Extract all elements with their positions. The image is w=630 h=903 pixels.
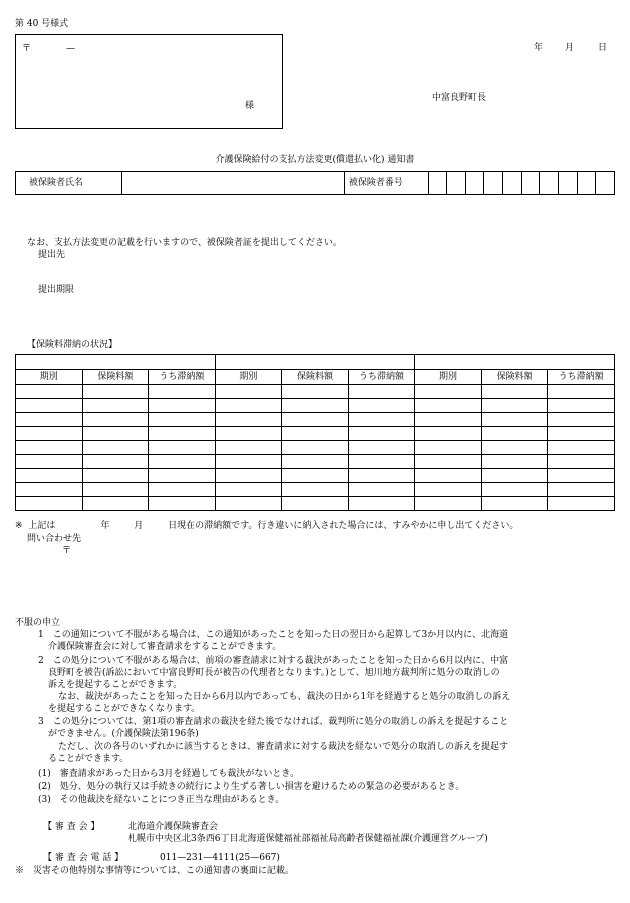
insured-table	[15, 171, 615, 195]
arrears-col-header: うち滞納額	[548, 370, 615, 385]
insured-name-cell	[122, 172, 345, 195]
arrears-cell	[149, 385, 216, 399]
postal-dash: —	[66, 44, 75, 54]
arrears-cell	[282, 427, 349, 441]
arrears-cell	[548, 441, 615, 455]
objection-p2c: 訴えを提起することができます。	[48, 680, 183, 690]
date-day: 日	[598, 43, 608, 53]
arrears-cell	[348, 441, 415, 455]
objection-item-3: (3) その他裁決を経ないことにつき正当な理由があるとき。	[38, 795, 285, 805]
arrears-cell	[415, 497, 482, 511]
inquiry-label: 問い合わせ先	[27, 534, 82, 544]
arrears-cell	[149, 455, 216, 469]
arrears-cell	[282, 497, 349, 511]
number-cell	[484, 172, 503, 195]
arrears-cell	[548, 427, 615, 441]
arrears-table	[15, 354, 615, 511]
arrears-cell	[149, 399, 216, 413]
arrears-cell	[415, 427, 482, 441]
arrears-cell	[481, 455, 548, 469]
objection-p2d: なお、裁決があったことを知った日から6月以内であっても、裁決の日から1年を経過すると処分の取消しの訴え	[58, 692, 511, 702]
arrears-cell	[481, 385, 548, 399]
table-row	[16, 413, 615, 427]
table-row	[16, 441, 615, 455]
arrears-cell	[481, 469, 548, 483]
arrears-cell	[481, 497, 548, 511]
form-number: 第 40 号様式	[15, 19, 69, 29]
objection-p1: 1 この通知について不服がある場合は、この通知があったことを知った日の翌日から起算して3か月以内に、北海道	[38, 630, 509, 640]
arrears-col-header: うち滞納額	[149, 370, 216, 385]
arrears-cell	[215, 427, 282, 441]
arrears-cell	[415, 413, 482, 427]
arrears-cell	[548, 413, 615, 427]
arrears-cell	[16, 427, 83, 441]
arrears-cell	[548, 483, 615, 497]
number-cell	[558, 172, 577, 195]
number-cell	[521, 172, 540, 195]
arrears-cell	[215, 413, 282, 427]
arrears-group-row	[16, 355, 615, 370]
arrears-cell	[282, 483, 349, 497]
objection-p3c: ただし、次の各号のいずれかに該当するときは、審査請求に対する裁決を経ないで処分の取消しの訴えを提起す	[58, 742, 509, 752]
arrears-cell	[82, 469, 149, 483]
arrears-cell	[481, 441, 548, 455]
date-month: 月	[565, 43, 575, 53]
objection-p2: 2 この処分について不服がある場合は、前項の審査請求に対する裁決があったことを知った日から6月以内に、中富	[38, 656, 509, 666]
arrears-cell	[215, 399, 282, 413]
number-cell	[428, 172, 447, 195]
arrears-col-header: うち滞納額	[348, 370, 415, 385]
arrears-cell	[215, 455, 282, 469]
table-row	[16, 483, 615, 497]
objection-p3: 3 この処分については、第1項の審査請求の裁決を経た後でなければ、裁判所に処分の取消しの訴えを提起すること	[38, 717, 509, 727]
arrears-cell	[348, 455, 415, 469]
group-cell	[215, 355, 415, 370]
footnote-text-b: 日現在の滞納額です。行き違いに納入された場合には、すみやかに申し出てください。	[168, 521, 519, 531]
arrears-cell	[16, 455, 83, 469]
objection-p1b: 介護保険審査会に対して審査請求をすることができます。	[48, 642, 282, 652]
objection-p2e: を提起することができなくなります。	[48, 704, 201, 714]
disaster-note: ※ 災害その他特別な事情等については、この通知書の裏面に記載。	[15, 866, 294, 876]
table-row	[16, 455, 615, 469]
insured-number-label: 被保険者番号	[344, 172, 428, 195]
arrears-col-header: 保険料額	[82, 370, 149, 385]
arrears-cell	[82, 483, 149, 497]
number-cell	[465, 172, 484, 195]
number-cell	[447, 172, 466, 195]
table-row	[16, 469, 615, 483]
arrears-cell	[215, 469, 282, 483]
notice-text: なお、支払方法変更の記載を行いますので、被保険者証を提出してください。	[27, 238, 342, 248]
arrears-cell	[149, 441, 216, 455]
footnote-mark: ※	[15, 521, 23, 531]
arrears-cell	[348, 413, 415, 427]
arrears-col-header: 保険料額	[282, 370, 349, 385]
group-cell	[16, 355, 216, 370]
arrears-footnote	[15, 521, 518, 532]
arrears-cell	[548, 385, 615, 399]
arrears-cell	[282, 441, 349, 455]
arrears-cell	[16, 497, 83, 511]
footnote-text-a: 上記は	[28, 521, 56, 531]
arrears-cell	[548, 455, 615, 469]
arrears-cell	[481, 399, 548, 413]
honorific: 様	[245, 101, 255, 111]
arrears-cell	[348, 497, 415, 511]
arrears-cell	[348, 385, 415, 399]
arrears-cell	[481, 413, 548, 427]
arrears-cell	[481, 427, 548, 441]
arrears-cell	[548, 399, 615, 413]
arrears-cell	[82, 385, 149, 399]
objection-heading: 不服の申立	[15, 618, 61, 628]
arrears-header-row	[16, 370, 615, 385]
arrears-body	[16, 385, 615, 511]
arrears-cell	[82, 413, 149, 427]
recipient-address-box	[15, 34, 283, 129]
arrears-cell	[149, 497, 216, 511]
arrears-cell	[82, 427, 149, 441]
arrears-cell	[16, 385, 83, 399]
table-row	[16, 497, 615, 511]
objection-p2b: 良野町を被告(訴訟において中富良野町長が被告の代理者となります。)として、旭川地方裁判所に処分の取消しの	[48, 668, 500, 678]
arrears-cell	[415, 455, 482, 469]
number-cell	[503, 172, 522, 195]
arrears-col-header: 期別	[415, 370, 482, 385]
number-cell	[540, 172, 559, 195]
arrears-cell	[215, 385, 282, 399]
arrears-cell	[215, 483, 282, 497]
insured-name-label: 被保険者氏名	[16, 172, 122, 195]
arrears-cell	[16, 483, 83, 497]
arrears-cell	[82, 497, 149, 511]
footnote-month: 月	[134, 521, 144, 531]
number-cell	[577, 172, 596, 195]
document-title: 介護保険給付の支払方法変更(償還払い化) 通知書	[215, 155, 415, 165]
arrears-cell	[348, 399, 415, 413]
arrears-cell	[415, 385, 482, 399]
arrears-cell	[481, 483, 548, 497]
arrears-cell	[82, 455, 149, 469]
arrears-cell	[16, 441, 83, 455]
arrears-cell	[415, 399, 482, 413]
table-row	[16, 399, 615, 413]
arrears-col-header: 期別	[16, 370, 83, 385]
council-phone: 011—231—4111(25—667)	[160, 853, 280, 863]
arrears-cell	[149, 483, 216, 497]
council-label: 【 審 査 会 】	[43, 822, 100, 832]
arrears-cell	[348, 483, 415, 497]
arrears-cell	[348, 469, 415, 483]
objection-item-2: (2) 処分、処分の執行又は手続きの続行により生ずる著しい損害を避けるための緊急の必要があるとき。	[38, 782, 465, 792]
arrears-col-header: 保険料額	[481, 370, 548, 385]
arrears-cell	[282, 399, 349, 413]
postal-mark: 〒	[22, 44, 32, 54]
arrears-cell	[415, 441, 482, 455]
date-year: 年	[534, 43, 544, 53]
arrears-cell	[16, 413, 83, 427]
arrears-cell	[282, 455, 349, 469]
table-row	[16, 427, 615, 441]
objection-item-1: (1) 審査請求があった日から3月を経過しても裁決がないとき。	[38, 769, 300, 779]
arrears-cell	[415, 469, 482, 483]
arrears-cell	[149, 413, 216, 427]
arrears-cell	[282, 413, 349, 427]
group-cell	[415, 355, 615, 370]
arrears-cell	[215, 441, 282, 455]
arrears-cell	[82, 441, 149, 455]
arrears-cell	[282, 385, 349, 399]
council-address: 札幌市中央区北3条西6丁目北海道保健福祉部福祉局高齢者保健福祉課(介護運営グループ)	[128, 834, 488, 844]
arrears-cell	[415, 483, 482, 497]
arrears-col-header: 期別	[215, 370, 282, 385]
footnote-year: 年	[100, 521, 110, 531]
inquiry-postal-mark: 〒	[62, 546, 72, 556]
table-row	[16, 385, 615, 399]
deadline-label: 提出期限	[38, 285, 75, 295]
submit-to-label: 提出先	[38, 250, 66, 260]
arrears-section-title: 【保険料滞納の状況】	[27, 340, 118, 350]
council-phone-label: 【 審 査 会 電 話 】	[43, 853, 124, 863]
arrears-cell	[215, 497, 282, 511]
arrears-cell	[548, 497, 615, 511]
arrears-cell	[82, 399, 149, 413]
issuer-name: 中富良野町長	[432, 93, 487, 103]
arrears-cell	[548, 469, 615, 483]
arrears-cell	[16, 399, 83, 413]
objection-p3b: ができません。(介護保険法第196条)	[48, 729, 199, 739]
council-name: 北海道介護保険審査会	[128, 822, 219, 832]
arrears-cell	[16, 469, 83, 483]
arrears-cell	[282, 469, 349, 483]
arrears-cell	[149, 469, 216, 483]
objection-p3d: ることができます。	[48, 754, 129, 764]
arrears-cell	[149, 427, 216, 441]
number-cell	[596, 172, 615, 195]
arrears-cell	[348, 427, 415, 441]
